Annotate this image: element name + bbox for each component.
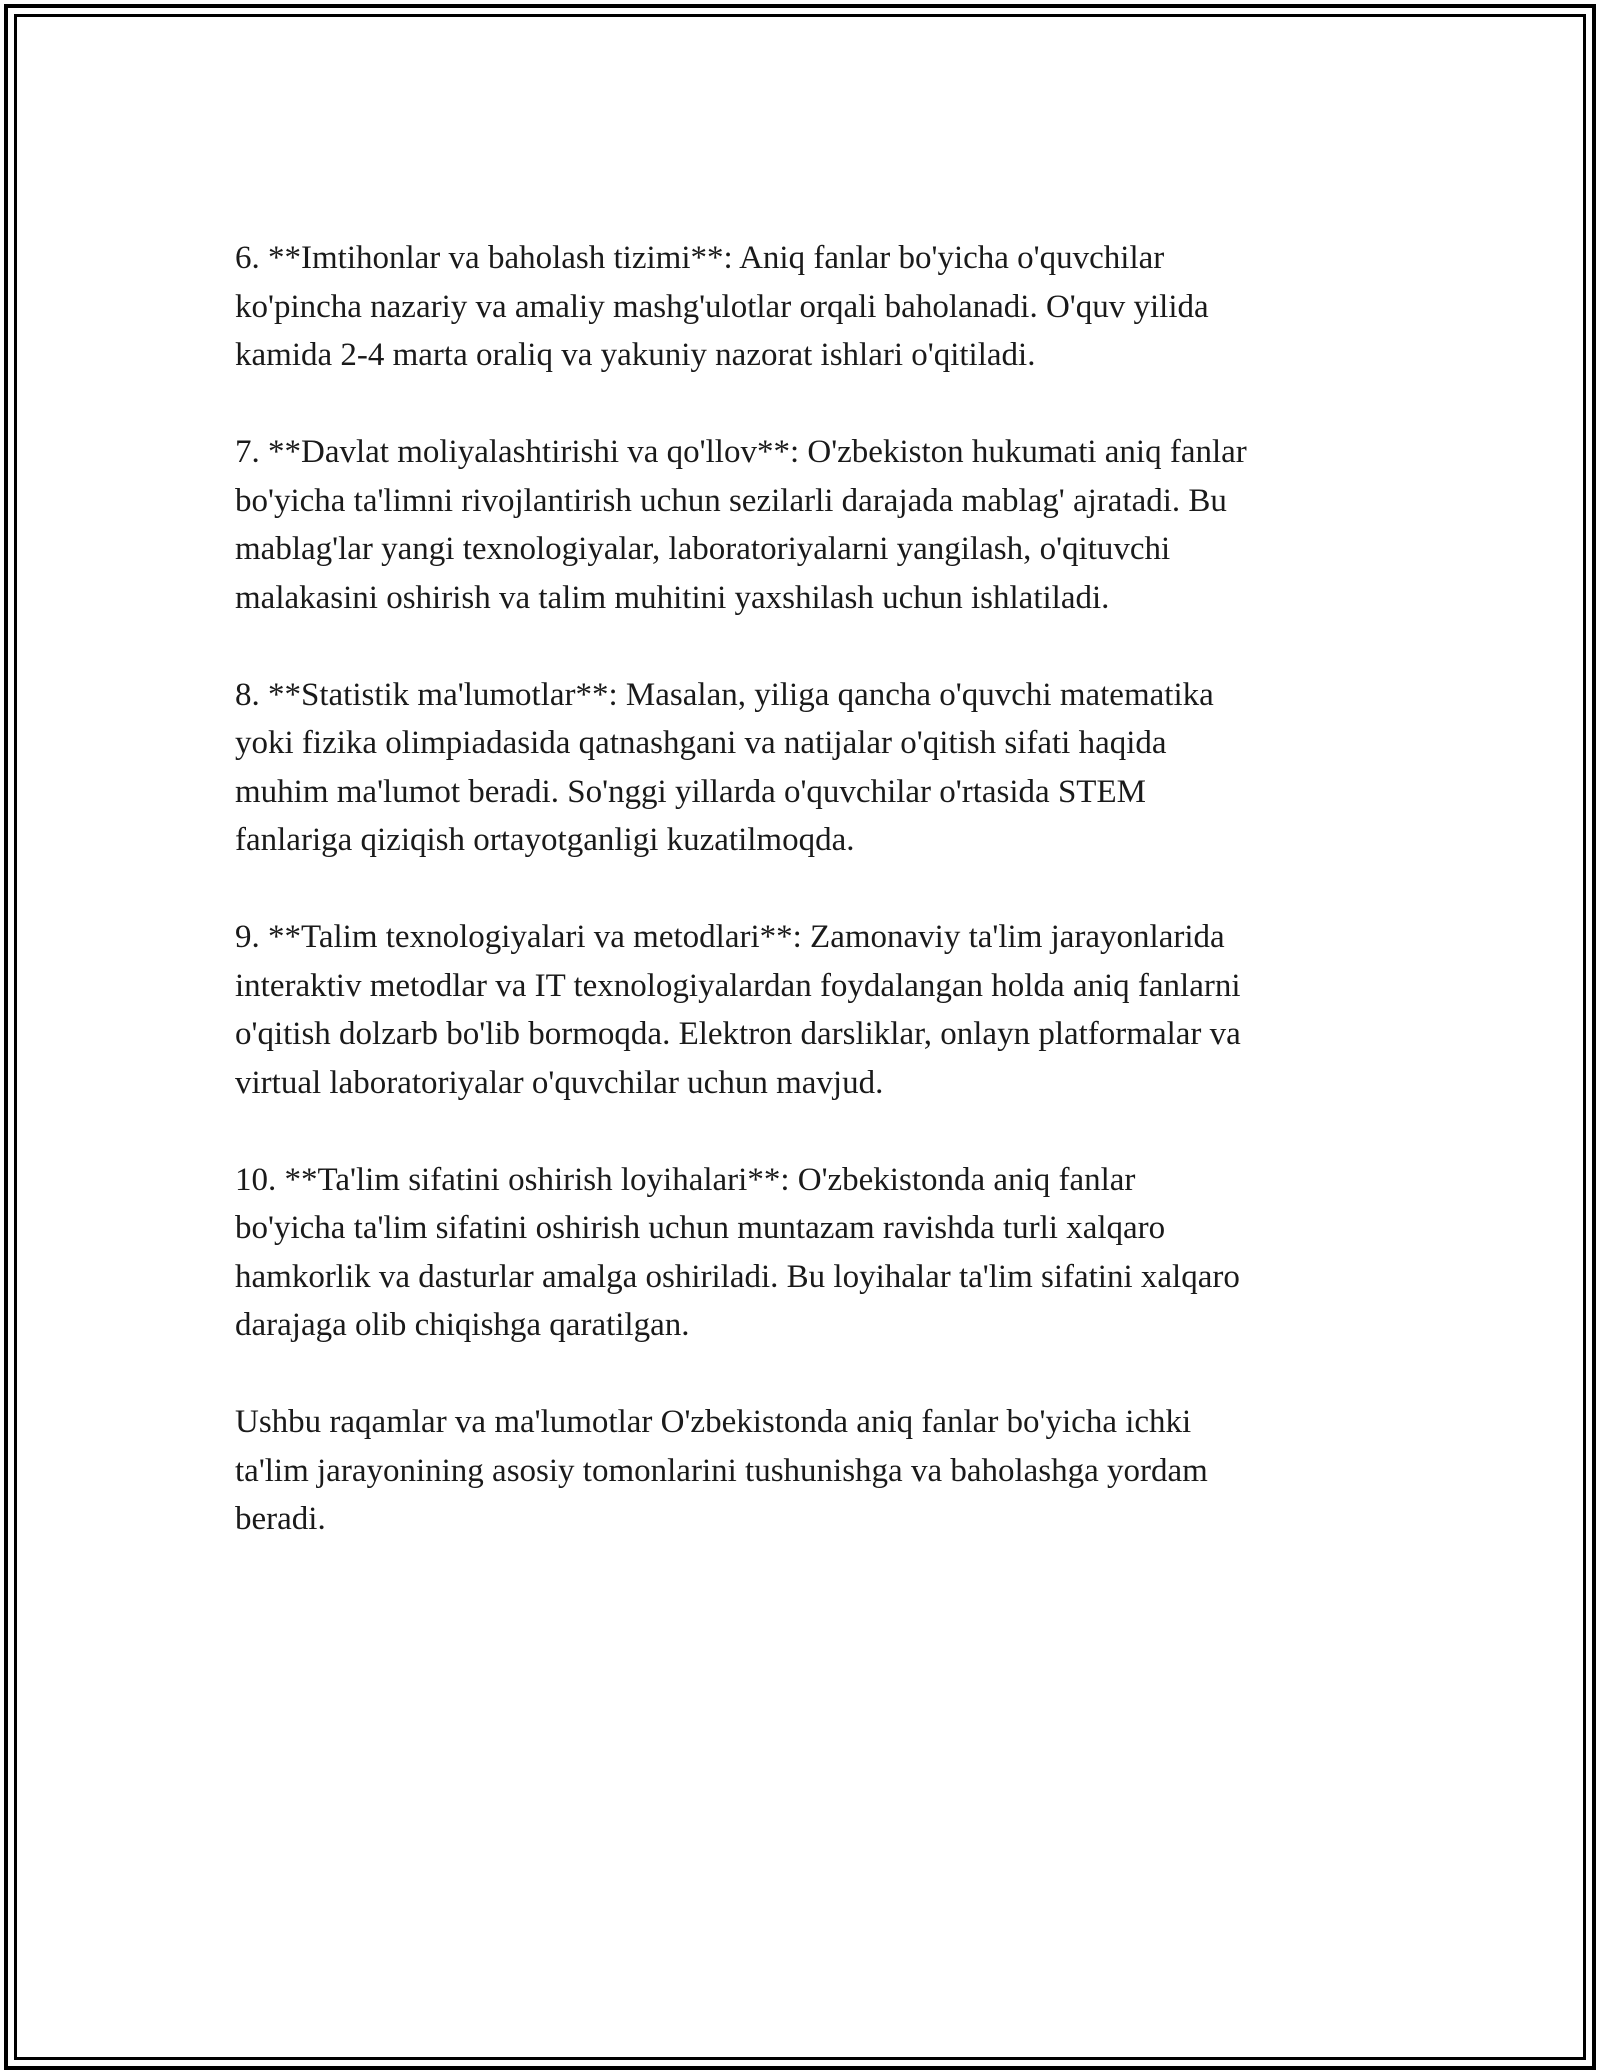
paragraph-conclusion: Ushbu raqamlar va ma'lumotlar O'zbekistonda aniq fanlar bo'yicha ichki ta'lim jarayonining asosiy tomonlarini tushunishga va baholashga yordam beradi.	[235, 1404, 1208, 1537]
paragraph-state-funding: 7. **Davlat moliyalashtirishi va qo'llov**: O'zbekiston hukumati aniq fanlar bo'yicha ta'limni rivojlantirish uchun sezilarli darajada mablag' ajratadi. Bu mablag'lar yangi texnologiyalar, laboratoriyalarni yangilash, o'qituvchi malakasini oshirish va talim muhitini yaxshilash uchun ishlatiladi.	[235, 434, 1247, 616]
paragraph-quality-projects: 10. **Ta'lim sifatini oshirish loyihalari**: O'zbekistonda aniq fanlar bo'yicha ta'lim sifatini oshirish uchun muntazam ravishda turli xalqaro hamkorlik va dasturlar amalga oshiriladi. Bu loyihalar ta'lim sifatini xalqaro darajaga olib chiqishga qaratilgan.	[235, 1161, 1240, 1343]
paragraph-technologies: 9. **Talim texnologiyalari va metodlari**: Zamonaviy ta'lim jarayonlarida interaktiv metodlar va IT texnologiyalardan foydalangan holda aniq fanlarni o'qitish dolzarb bo'lib bormoqda. Elektron darsliklar, onlayn platformalar va virtual laboratoriyalar o'quvchilar uchun mavjud.	[235, 919, 1241, 1101]
paragraph-exams: 6. **Imtihonlar va baholash tizimi**: Aniq fanlar bo'yicha o'quvchilar ko'pincha nazariy va amaliy mashg'ulotlar orqali baholanadi. O'quv yilida kamida 2-4 marta oraliq va yakuniy nazorat ishlari o'qitiladi.	[235, 240, 1209, 373]
paragraph-statistics: 8. **Statistik ma'lumotlar**: Masalan, yiliga qancha o'quvchi matematika yoki fizika olimpiadasida qatnashgani va natijalar o'qitish sifati haqida muhim ma'lumot beradi. So'nggi yillarda o'quvchilar o'rtasida STEM fanlariga qiziqish ortayotganligi kuzatilmoqda.	[235, 676, 1214, 858]
document-body	[235, 234, 1385, 1544]
